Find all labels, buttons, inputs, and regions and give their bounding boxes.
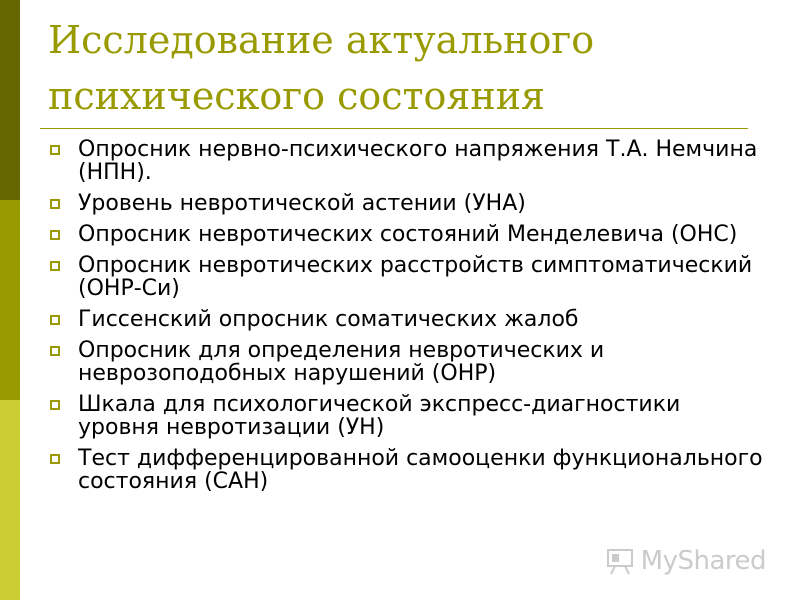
bullet-item [48,447,768,493]
watermark [605,546,766,576]
bullet-text: Опросник для определения невротических и неврозоподобных нарушений (ОНР) [78,338,605,386]
square-bullet-icon [50,261,60,271]
square-bullet-icon [50,454,60,464]
side-bar-top [0,0,20,200]
bullet-text: Гиссенский опросник соматических жалоб [78,307,579,332]
square-bullet-icon [50,199,60,209]
slide-title-line-1: Исследование актуального [48,18,595,62]
bullet-text: Опросник нервно-психического напряжения Т.А. Немчина (НПН). [78,137,758,185]
bullet-text: Уровень невротической астении (УНА) [78,191,526,216]
bullet-item [48,138,768,184]
bullet-item [48,192,768,215]
bullet-item [48,223,768,246]
bullet-text: Тест дифференцированной самооценки функционального состояния (САН) [78,446,763,494]
bullet-item [48,393,768,439]
bullet-item [48,308,768,331]
bullet-item [48,254,768,300]
presentation-board-icon [605,546,635,576]
bullet-text: Шкала для психологической экспресс-диагностики уровня невротизации (УН) [78,392,681,440]
title-divider [40,128,748,129]
side-bar-middle [0,200,20,400]
square-bullet-icon [50,346,60,356]
slide-title-line-2: психического состояния [48,74,546,118]
square-bullet-icon [50,315,60,325]
slide-title [48,12,768,124]
square-bullet-icon [50,230,60,240]
bullet-text: Опросник невротических состояний Менделевича (ОНС) [78,222,738,247]
square-bullet-icon [50,400,60,410]
square-bullet-icon [50,145,60,155]
bullet-text: Опросник невротических расстройств симптоматический (ОНР-Си) [78,253,753,301]
bullet-item [48,339,768,385]
bullet-list [48,138,768,501]
watermark-text: MyShared [640,546,766,576]
side-bar-bottom [0,400,20,600]
